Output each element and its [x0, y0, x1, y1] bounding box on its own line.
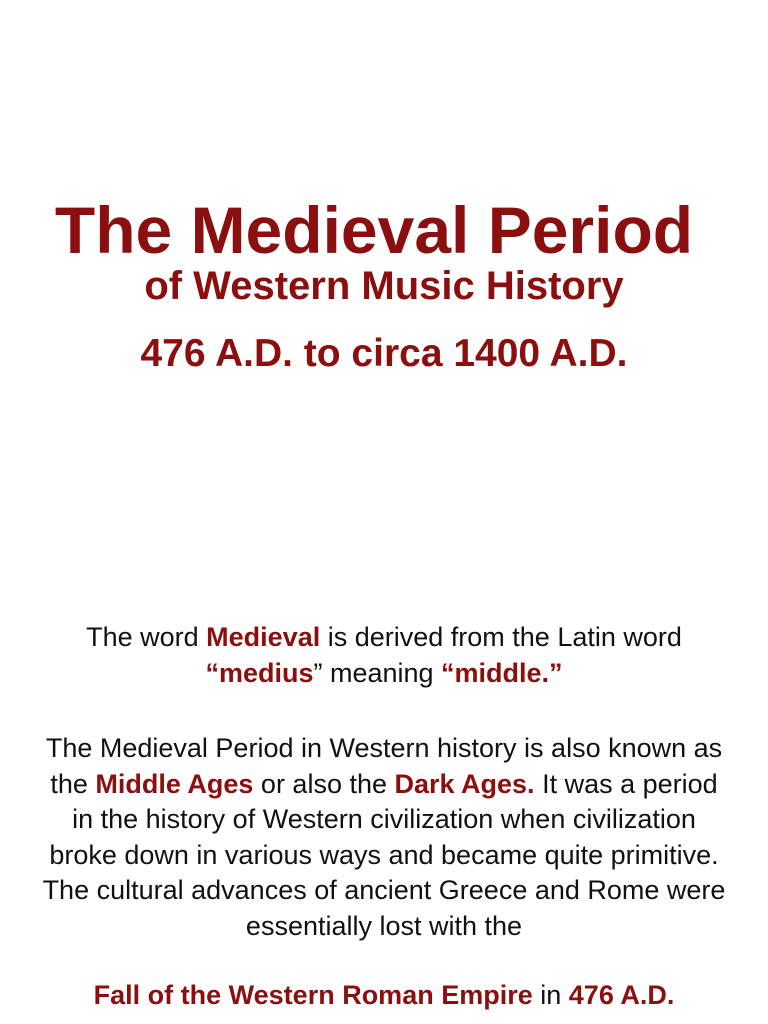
paragraph1-text-2: is derived from the Latin word: [320, 622, 682, 652]
highlight-medius: “medius: [205, 657, 314, 688]
paragraph2-text-4: in: [532, 980, 569, 1010]
paragraph1-text-3: ” meaning: [313, 657, 442, 688]
paragraph2-text-3: It was a period in the history of Western civilization when civilization broke down in various ways and became quite primitive. The cultural advances of ancient Greece and Rome were essentially lost with the: [42, 768, 726, 941]
highlight-476-ad: 476 A.D.: [568, 980, 675, 1010]
highlight-fall-of-rome: Fall of the Western Roman Empire: [93, 980, 533, 1010]
highlight-middle-ages: Middle Ages: [95, 768, 254, 799]
paragraph-etymology: [40, 620, 728, 691]
paragraph-history-final-line: [0, 978, 768, 1013]
paragraph-history: [40, 731, 728, 944]
paragraph2-text-2: or also the: [253, 768, 395, 799]
paragraph2-text-1: The Medieval Period in Western history is also known as the: [45, 733, 723, 799]
paragraph1-text-1: The word: [86, 622, 207, 652]
page-title: The Medieval Period: [54, 193, 694, 267]
date-range: 476 A.D. to circa 1400 A.D.: [140, 332, 628, 375]
highlight-medieval: Medieval: [206, 622, 321, 652]
highlight-dark-ages: Dark Ages.: [394, 768, 535, 799]
page-subtitle: of Western Music History: [144, 264, 624, 308]
highlight-middle: “middle.”: [441, 657, 563, 688]
